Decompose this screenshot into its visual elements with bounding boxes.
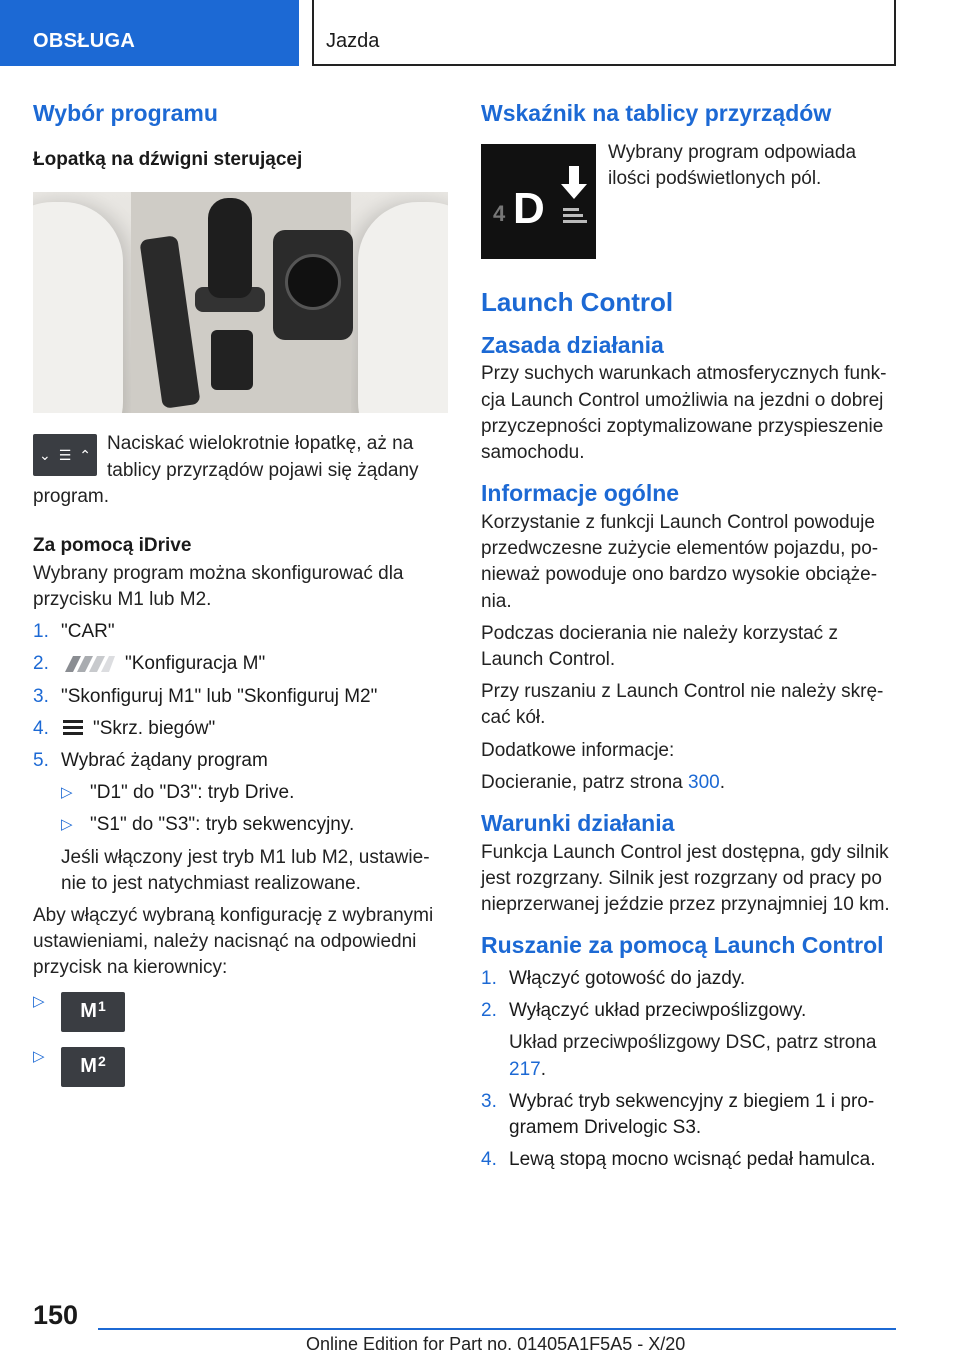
- edition-footer: Online Edition for Part no. 01405A1F5A5 - X/20: [306, 1334, 686, 1354]
- program-selection-heading: Wybór programu: [33, 100, 218, 126]
- general-p2: Podczas docierania nie należy korzystać z Launch Control.: [481, 622, 838, 670]
- start-heading: Ruszanie za pomocą Launch Control: [481, 932, 884, 959]
- list-item: 1. "CAR": [33, 621, 115, 643]
- list-item: 3. "Skonfiguruj M1" lub "Skonfiguruj M2": [33, 685, 378, 707]
- principle-heading: Zasada działania: [481, 331, 664, 358]
- triangle-bullet-icon: ▷: [33, 1047, 45, 1065]
- arrow-down-icon: [559, 166, 589, 200]
- list-item: [33, 1045, 448, 1095]
- page-number: 150: [33, 1300, 79, 1330]
- m1-button-icon: M $^1$: [61, 992, 125, 1032]
- page-link-217[interactable]: 217: [509, 1058, 541, 1080]
- list-item: 2. "Konfiguracja M": [33, 653, 266, 675]
- drive-mode-icon: ☰: [58, 446, 72, 463]
- right-column: [481, 100, 896, 1173]
- list-item: 5. Wybrać żądany program: [33, 749, 268, 771]
- m-buttons-list: [33, 990, 448, 1095]
- sub-list-item: ▷ "S1" do "S3": tryb sekwencyjny.: [33, 812, 448, 838]
- mode-bars-icon: [563, 206, 587, 224]
- list-item: 4. "Skrz. biegów": [33, 717, 216, 739]
- start-steps: [481, 966, 896, 1174]
- left-column: [33, 100, 448, 1095]
- triangle-bullet-icon: ▷: [33, 992, 45, 1010]
- triangle-bullet-icon: ▷: [61, 816, 73, 834]
- paddle-text: Naciskać wielokrotnie łopatkę, aż na tablicy przyrządów pojawi się żądany program.: [33, 433, 419, 507]
- general-p3: Przy ruszaniu z Launch Control nie należy skrę‐cać kół.: [481, 681, 884, 729]
- chapter-tab: Jazda: [312, 0, 896, 66]
- indicator-text: Wybrany program odpowiada ilości podświetlonych pól.: [608, 141, 857, 189]
- paddle-subheading: Łopatką na dźwigni sterującej: [33, 148, 303, 170]
- list-item: 2. Wyłączyć układ przeciwpoślizgowy.: [481, 1000, 807, 1022]
- dsc-note: Układ przeciwpoślizgowy DSC, patrz strona 217.: [509, 1032, 877, 1080]
- list-item: 3. Wybrać tryb sekwencyjny z biegiem 1 i pro‐gramem Drivelogic S3.: [481, 1090, 875, 1138]
- m-stripes-icon: [61, 654, 117, 674]
- list-item: 1. Włączyć gotowość do jazdy.: [481, 967, 746, 989]
- paddle-instruction: [33, 431, 448, 510]
- idrive-steps: [33, 619, 448, 897]
- m2-button-icon: M $^2$: [61, 1047, 125, 1087]
- chevron-down-icon: ⌄: [38, 446, 51, 463]
- chevron-up-icon: ⌃: [79, 446, 92, 463]
- footer-divider: [98, 1328, 896, 1330]
- list-item: 4. Lewą stopą mocno wcisnąć pedał hamulca.: [481, 1149, 876, 1171]
- conditions-heading: Warunki działania: [481, 810, 675, 837]
- general-p1: Korzystanie z funkcji Launch Control powoduje przedwczesne zużycie elementów pojazdu, po‐nieważ powoduje ono bardzo wysokie obciąże‐nia.: [481, 511, 879, 612]
- conditions-text: Funkcja Launch Control jest dostępna, gdy silnik jest rozgrzany. Silnik jest rozgrzany od pracy po nieprzerwanej jeździe przez przynajmniej 10 km.: [481, 841, 890, 916]
- apply-text: Aby włączyć wybraną konfigurację z wybranymi ustawieniami, należy nacisnąć na odpowiedni przycisk na kierownicy:: [33, 905, 434, 979]
- indicator-heading: Wskaźnik na tablicy przyrządów: [481, 100, 832, 126]
- list-item: [33, 990, 448, 1040]
- sub-list-item: ▷ "D1" do "D3": tryb Drive.: [33, 780, 448, 806]
- center-console-photo: [33, 192, 448, 413]
- page-link-300[interactable]: 300: [688, 771, 720, 793]
- general-heading: Informacje ogólne: [481, 480, 680, 507]
- launch-control-heading: Launch Control: [481, 286, 674, 317]
- general-p4: Dodatkowe informacje:: [481, 739, 675, 761]
- indicator-row: [481, 141, 896, 259]
- m-mode-note: Jeśli włączony jest tryb M1 lub M2, ustawie‐nie to jest natychmiast realizowane.: [61, 846, 430, 894]
- idrive-subheading: Za pomocą iDrive: [33, 534, 192, 556]
- principle-text: Przy suchych warunkach atmosferycznych funk‐cja Launch Control umożliwia na jezdni o dobrej przyczepności zoptymalizowane przyspieszenie samochodu.: [481, 363, 887, 464]
- section-tab: OBSŁUGA: [0, 0, 299, 66]
- drive-indicator-icon: 4 D: [481, 144, 596, 259]
- idrive-text: Wybrany program można skonfigurować dla przycisku M1 lub M2.: [33, 562, 404, 610]
- triangle-bullet-icon: ▷: [61, 784, 73, 802]
- general-p5: Docieranie, patrz strona 300.: [481, 771, 725, 793]
- gearbox-icon: [61, 717, 85, 739]
- paddle-icon: [33, 434, 97, 476]
